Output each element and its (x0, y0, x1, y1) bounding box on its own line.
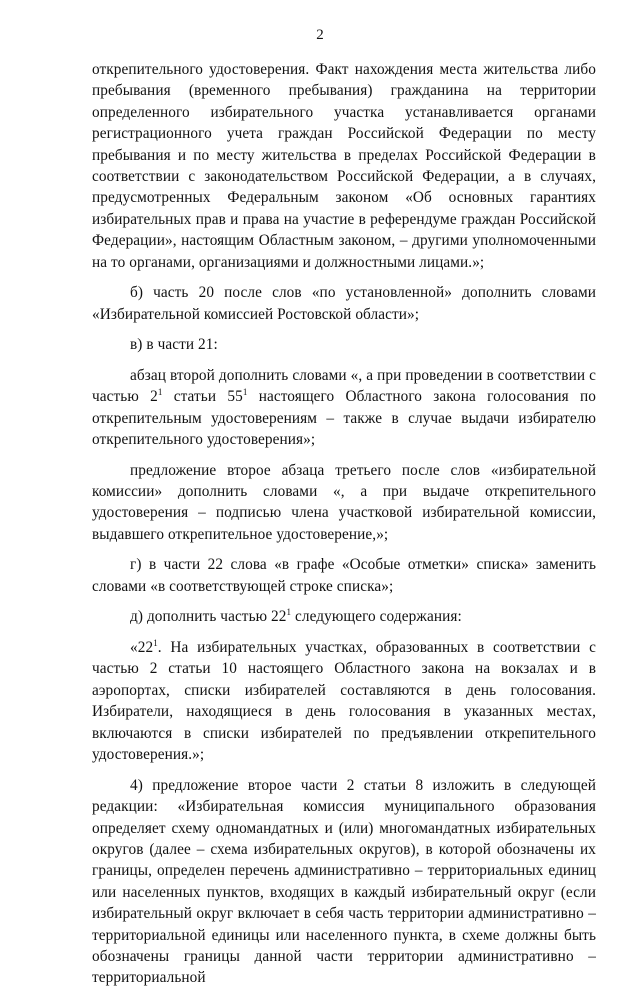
paragraph-text: 4) предложение второе части 2 статьи 8 изложить в следующей редакции: «Избирательная комиссия муниципального образования определяет схему одномандатных и (или) многомандатных избирательных округов (далее – схема избирательных округов), в которой обозначены их границы, определен перечень административно – территориальных единиц или населенных пунктов, входящих в каждый избирательный округ (если избирательный округ включает в себя часть территории административно – территориальной единицы или населенного пункта, в схеме должны быть обозначены границы данной части территории административно – территориальной (92, 776, 596, 987)
paragraph-text: предложение второе абзаца третьего после слов «избирательной комиссии» дополнить словами «, а при выдаче открепительного удостоверения – подписью члена участковой избирательной комиссии, выдавшего открепительное удостоверение,»; (92, 461, 596, 543)
paragraph-text: г) в части 22 слова «в графе «Особые отметки» списка» заменить словами «в соответствующей строке списка»; (92, 556, 596, 595)
paragraph-text: статьи 55 (162, 388, 243, 406)
paragraph-text: в) в части 21: (130, 336, 218, 354)
paragraph-text: абзац второй дополнить словами «, а при проведении в соответствии с частью 2 (92, 366, 596, 406)
paragraph-text: . На избирательных участках, образованных в соответствии с частью 2 статьи 10 настоящего Областного закона на вокзалах и в аэропортах, списки избирателей составляются в день голосования. Избиратели, находящиеся в день голосования в указанных местах, включаются в списки избирателей по предъявлении открепительного удостоверения.»; (92, 639, 596, 764)
document-body (92, 59, 596, 998)
paragraph (92, 775, 596, 989)
paragraph-text: открепительного удостоверения. Факт нахождения места жительства либо пребывания (временного пребывания) гражданина на территории определенного избирательного участка устанавливается органами регистрационного учета граждан Российской Федерации по месту пребывания и по месту жительства в пределах Российской Федерации в соответствии с законодательством Российской Федерации, а в случаях, предусмотренных Федеральным законом «Об основных гарантиях избирательных прав и права на участие в референдуме граждан Российской Федерации», настоящим Областным законом, – другими уполномоченными на то органами, организациями и должностными лицами.»; (92, 61, 596, 271)
paragraph (92, 365, 596, 451)
superscript: 1 (242, 387, 248, 398)
superscript: 1 (286, 607, 292, 618)
paragraph (92, 554, 596, 597)
superscript: 1 (157, 387, 163, 398)
paragraph-text: д) дополнить частью 22 (130, 608, 287, 626)
paragraph (92, 59, 596, 273)
paragraph-text: б) часть 20 после слов «по установленной» дополнить словами «Избирательной комиссией Ростовской области»; (92, 284, 596, 323)
paragraph (92, 637, 596, 765)
paragraph-text: «22 (130, 639, 154, 657)
paragraph (92, 334, 596, 355)
paragraph (92, 606, 596, 627)
paragraph (92, 282, 596, 325)
superscript: 1 (153, 638, 158, 649)
paragraph (92, 460, 596, 546)
paragraph-text: настоящего Областного закона голосования по открепительным удостоверениям – также в случае выдачи избирателю открепительного удостоверения»; (92, 388, 596, 449)
page-number: 2 (316, 27, 324, 43)
paragraph-text: следующего содержания: (291, 608, 462, 626)
